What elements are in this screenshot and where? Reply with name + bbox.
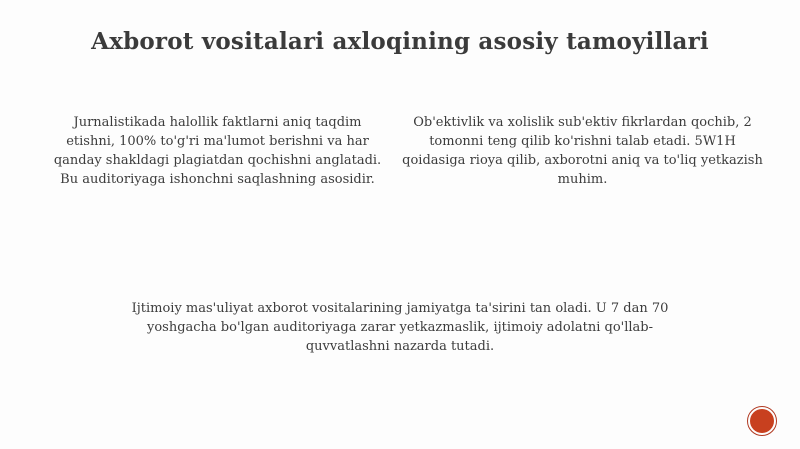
integrity-paragraph: Jurnalistikada halollik faktlarni aniq taqdim etishni, 100% to'g'ri ma'lumot berishni va har qanday shakldagi plagiatdan qochishni anglatadi. Bu auditoriyaga ishonchni saqlashning asosidir. — [53, 115, 382, 187]
slide-nav-button[interactable] — [747, 406, 777, 436]
slide-title: Axborot vositalari axloqining asosiy tamoyillari — [91, 28, 709, 55]
circle-button-icon — [750, 409, 774, 433]
objectivity-paragraph: Ob'ektivlik va xolislik sub'ektiv fikrlardan qochib, 2 tomonni teng qilib ko'rishni talab etadi. 5W1H qoidasiga rioya qilib, axborotni aniq va to'liq yetkazish muhim. — [402, 115, 763, 187]
social-responsibility-paragraph: Ijtimoiy mas'uliyat axborot vositalarining jamiyatga ta'sirini tan oladi. U 7 dan 70 yoshgacha bo'lgan auditoriyaga zarar yetkazmaslik, ijtimoiy adolatni qo'llab-quvvatlashni nazarda tutadi. — [131, 301, 669, 354]
